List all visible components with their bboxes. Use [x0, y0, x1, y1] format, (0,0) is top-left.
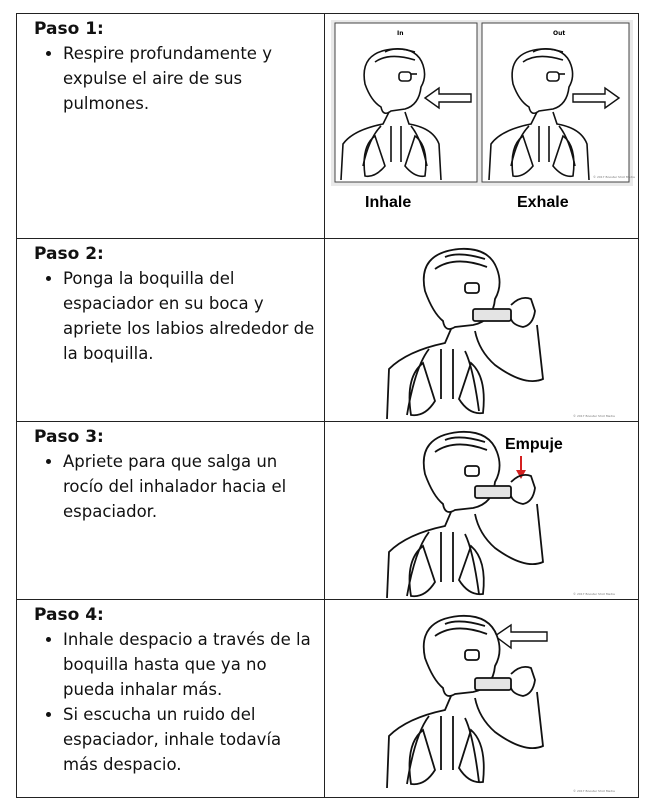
step-1-figure-cell [325, 14, 639, 239]
step-3-title: Paso 3: [34, 427, 104, 447]
step-4-figure-cell [325, 600, 639, 798]
step-2-bullet-1: • Ponga la boquilla del espaciador en su boca y apriete los labios alrededor de la boquilla. [63, 266, 318, 366]
inhale-caption: Inhale [365, 194, 412, 211]
push-label: Empuje [505, 436, 563, 453]
spacer-mouth-illustration [325, 239, 638, 422]
step-2-figure-cell [325, 239, 639, 422]
arrow-left-outline-icon [495, 625, 547, 648]
step-3-bullets [17, 449, 324, 524]
breathing-illustration [325, 14, 638, 239]
step-row-3 [17, 422, 639, 600]
step-1-bullet-1: • Respire profundamente y expulse el aire de sus pulmones. [63, 41, 318, 116]
step-4-bullets [17, 627, 324, 777]
step-1-bullets [17, 41, 324, 116]
step-4-bullet-1: • Inhale despacio a través de la boquilla hasta que ya no pueda inhalar más. [63, 627, 318, 702]
step-2-credit: © 2017 Booster Shot Media [573, 414, 615, 418]
step-4-text-cell [17, 600, 325, 798]
step-4-bullet-2: • Si escucha un ruido del espaciador, inhale todavía más despacio. [63, 702, 318, 777]
spray-push-illustration [325, 422, 638, 600]
step-2-title: Paso 2: [34, 244, 104, 264]
exhale-caption: Exhale [517, 194, 569, 211]
step-3-bullet-1: • Apriete para que salga un rocío del inhalador hacia el espaciador. [63, 449, 318, 524]
step-4-credit: © 2017 Booster Shot Media [573, 789, 615, 793]
step-row-2 [17, 239, 639, 422]
step-4-title: Paso 4: [34, 605, 104, 625]
step-3-text-cell [17, 422, 325, 600]
step-2-text-cell [17, 239, 325, 422]
step-row-1 [17, 14, 639, 239]
step-1-credit: © 2017 Booster Shot Media [593, 175, 635, 179]
step-3-figure-cell [325, 422, 639, 600]
out-panel-label: Out [553, 30, 566, 37]
step-2-bullets [17, 266, 324, 366]
steps-table [16, 13, 639, 798]
in-panel-label: In [397, 30, 404, 37]
step-row-4 [17, 600, 639, 798]
step-1-title: Paso 1: [34, 19, 104, 39]
person-spraying-inhaler-icon [387, 432, 543, 598]
step-3-credit: © 2017 Booster Shot Media [573, 592, 615, 596]
person-with-spacer-icon [387, 249, 543, 419]
step-1-text-cell [17, 14, 325, 239]
slow-inhale-illustration [325, 600, 638, 798]
